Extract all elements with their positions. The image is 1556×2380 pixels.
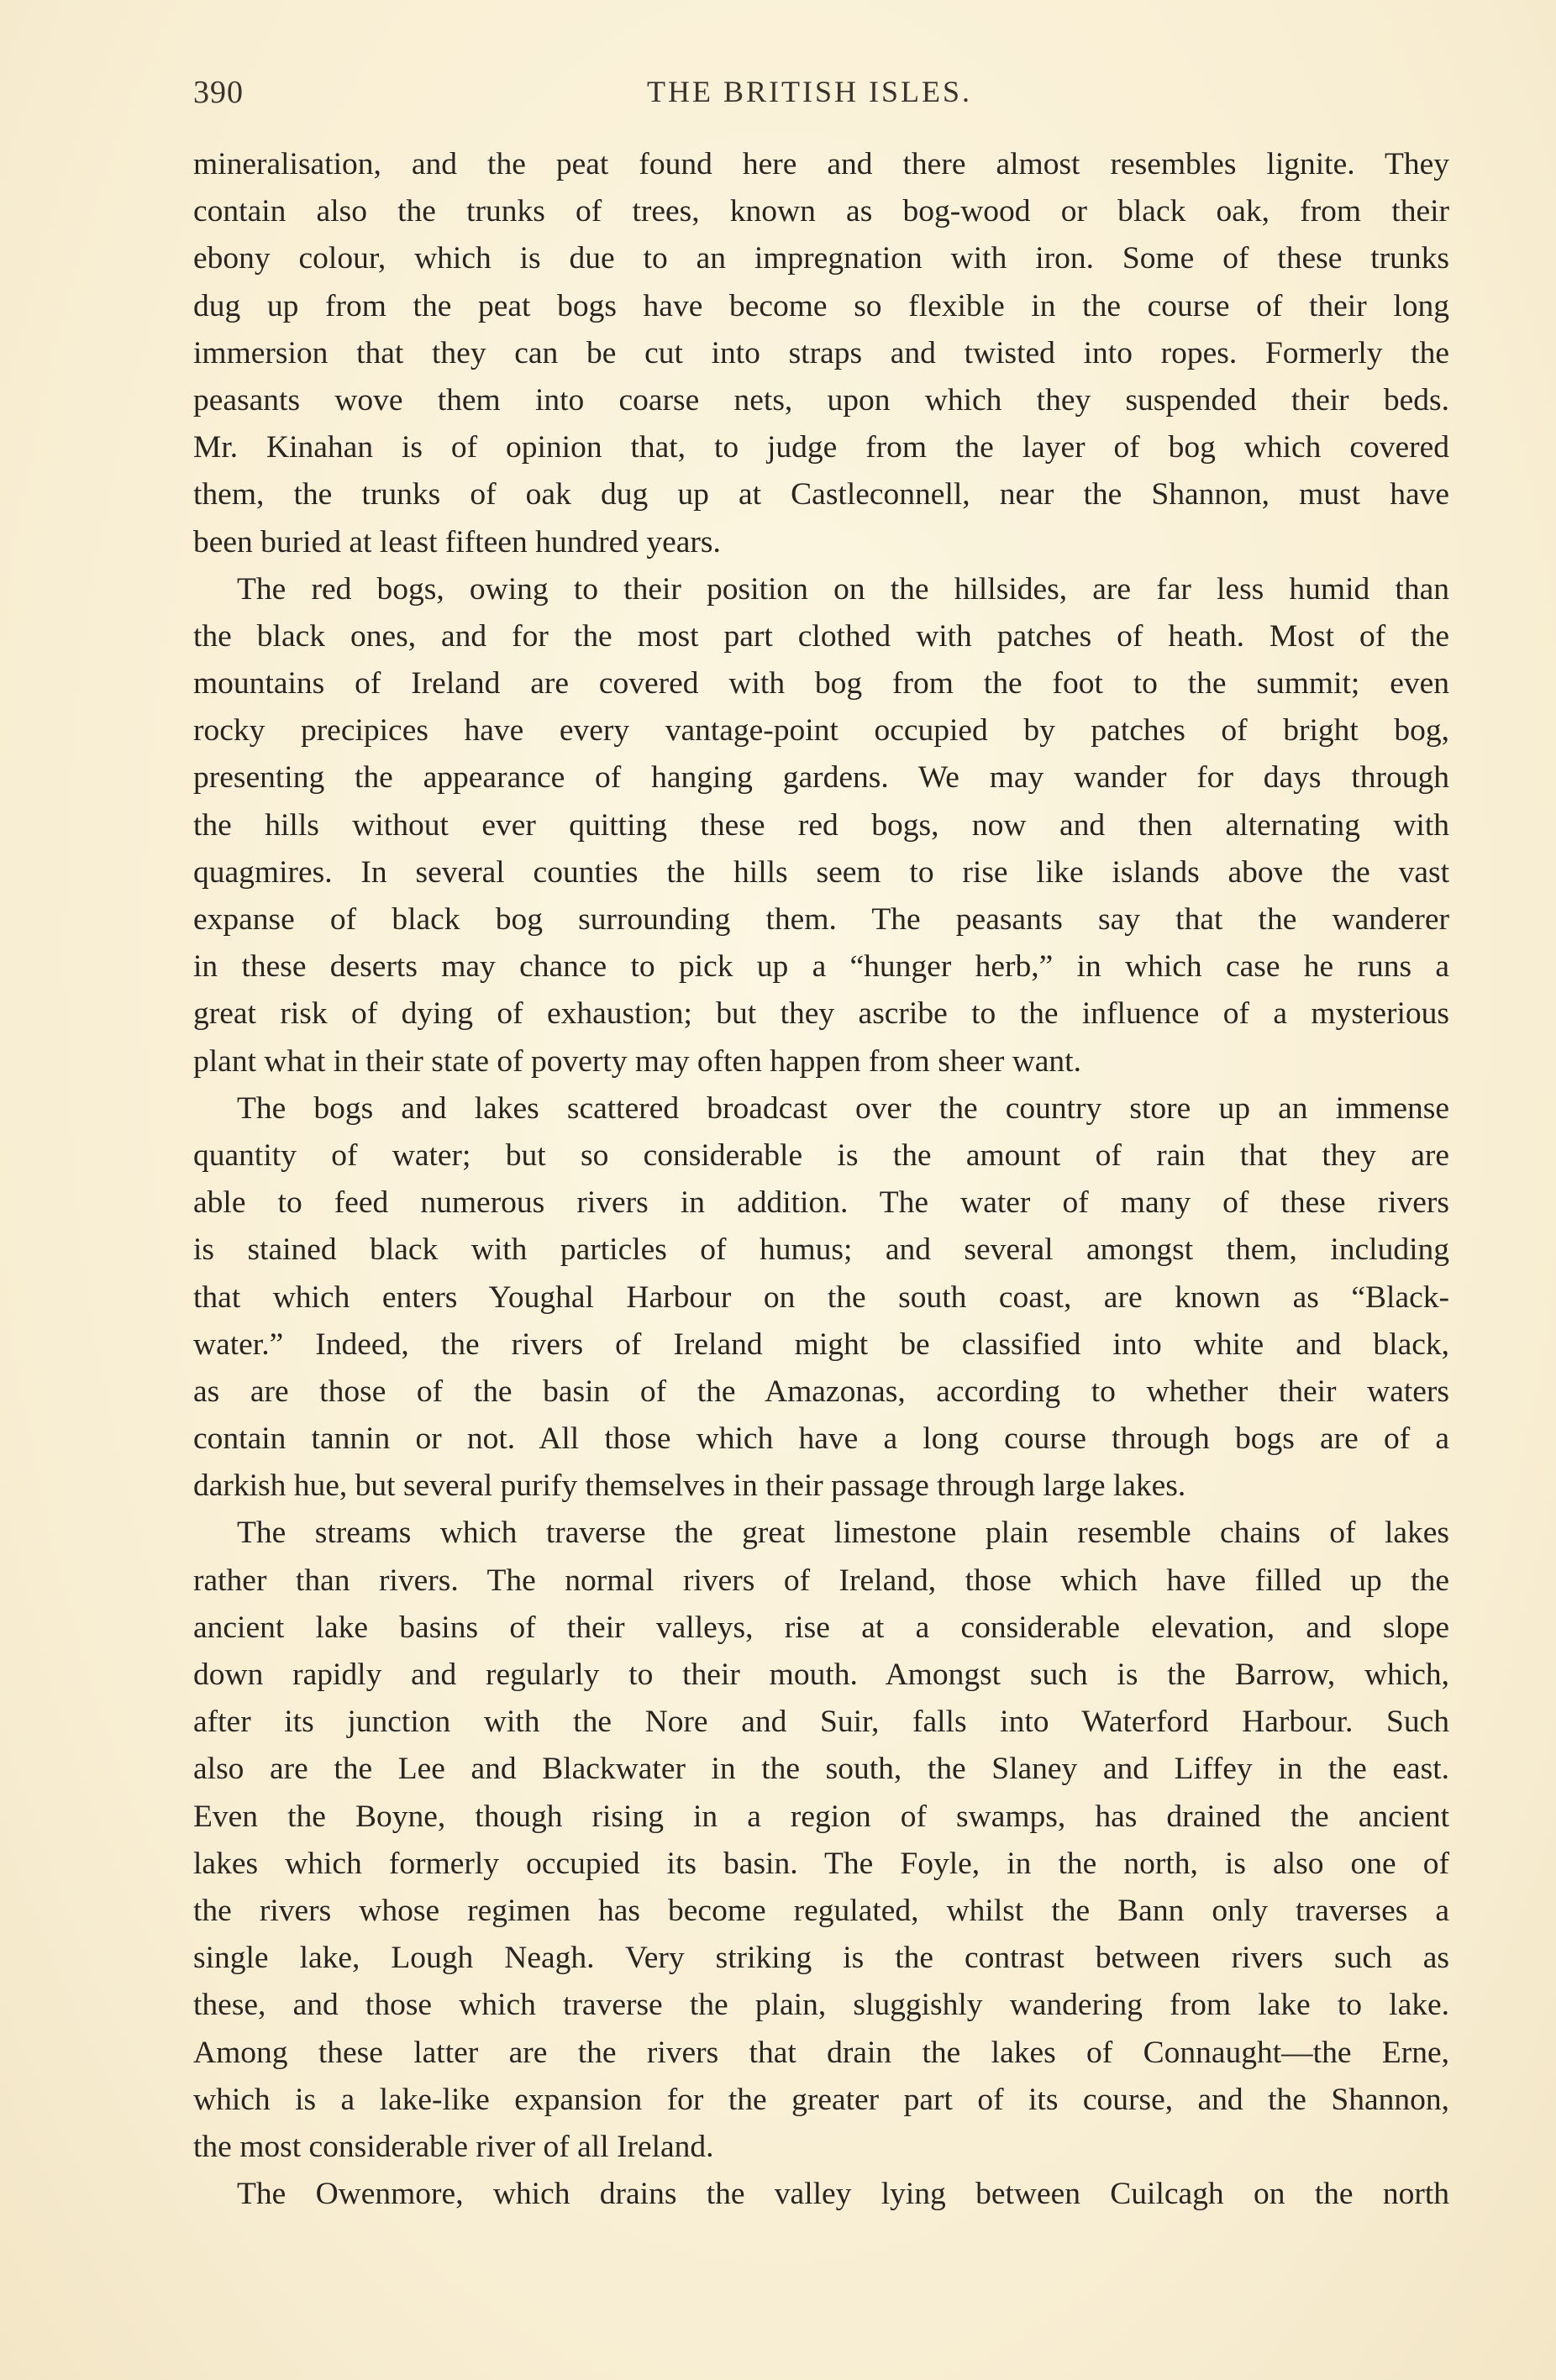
text-line: that which enters Youghal Harbour on the south coast, are known as “Black-: [193, 1279, 1449, 1315]
text-line: The streams which traverse the great limestone plain resemble chains of lakes: [237, 1516, 1449, 1551]
text-line: been buried at least fifteen hundred years.: [193, 524, 721, 560]
text-line: also are the Lee and Blackwater in the south, the Slaney and Liffey in the east.: [193, 1752, 1449, 1787]
text-line: the most considerable river of all Ireland.: [193, 2129, 714, 2164]
text-line: the hills without ever quitting these red bogs, now and then alternating with: [193, 807, 1449, 843]
text-line: The red bogs, owing to their position on the hillsides, are far less humid than: [237, 571, 1449, 607]
text-line: ancient lake basins of their valleys, rise at a considerable elevation, and slope: [193, 1610, 1449, 1645]
text-line: rather than rivers. The normal rivers of Ireland, those which have filled up the: [193, 1563, 1449, 1598]
text-line: plant what in their state of poverty may often happen from sheer want.: [193, 1043, 1081, 1079]
text-line: The Owenmore, which drains the valley lying between Cuilcagh on the north: [237, 2177, 1449, 2212]
text-line: quagmires. In several counties the hills seem to rise like islands above the vast: [193, 854, 1449, 890]
text-line: as are those of the basin of the Amazonas, according to whether their waters: [193, 1374, 1449, 1409]
text-line: quantity of water; but so considerable is the amount of rain that they are: [193, 1137, 1449, 1173]
text-line: water.” Indeed, the rivers of Ireland might be classified into white and black,: [193, 1327, 1449, 1362]
text-line: Mr. Kinahan is of opinion that, to judge from the layer of bog which covered: [193, 430, 1449, 465]
text-line: which is a lake-like expansion for the greater part of its course, and the Shannon,: [193, 2082, 1449, 2117]
text-line: ebony colour, which is due to an impregnation with iron. Some of these trunks: [193, 241, 1449, 276]
page-number: 390: [193, 75, 244, 110]
running-title: THE BRITISH ISLES.: [647, 75, 972, 108]
body-text: [193, 141, 1449, 2218]
text-line: Even the Boyne, though rising in a region of swamps, has drained the ancient: [193, 1799, 1449, 1834]
text-line: peasants wove them into coarse nets, upon which they suspended their beds.: [193, 382, 1449, 418]
text-line: the black ones, and for the most part clothed with patches of heath. Most of the: [193, 618, 1449, 654]
text-line: mineralisation, and the peat found here and there almost resembles lignite. They: [193, 147, 1449, 181]
text-line: great risk of dying of exhaustion; but they ascribe to the influence of a mysterious: [193, 996, 1449, 1032]
text-line: dug up from the peat bogs have become so flexible in the course of their long: [193, 288, 1449, 323]
text-line: contain tannin or not. All those which have a long course through bogs are of a: [193, 1421, 1449, 1457]
text-line: the rivers whose regimen has become regulated, whilst the Bann only traverses a: [193, 1893, 1449, 1928]
text-line: after its junction with the Nore and Suir, falls into Waterford Harbour. Such: [193, 1705, 1449, 1740]
text-line: The bogs and lakes scattered broadcast over the country store up an immense: [237, 1090, 1449, 1126]
text-line: is stained black with particles of humus; and several amongst them, including: [193, 1232, 1449, 1268]
text-line: mountains of Ireland are covered with bog from the foot to the summit; even: [193, 666, 1449, 701]
text-line: in these deserts may chance to pick up a “hunger herb,” in which case he runs a: [193, 949, 1449, 985]
text-line: rocky precipices have every vantage-point occupied by patches of bright bog,: [193, 713, 1449, 749]
text-line: darkish hue, but several purify themselves in their passage through large lakes.: [193, 1468, 1186, 1504]
text-line: presenting the appearance of hanging gardens. We may wander for days through: [193, 760, 1449, 796]
text-line: expanse of black bog surrounding them. The peasants say that the wanderer: [193, 902, 1449, 937]
text-line: contain also the trunks of trees, known as bog-wood or black oak, from their: [193, 194, 1449, 229]
text-line: single lake, Lough Neagh. Very striking is the contrast between rivers such as: [193, 1941, 1449, 1976]
text-line: them, the trunks of oak dug up at Castleconnell, near the Shannon, must have: [193, 477, 1449, 512]
text-line: able to feed numerous rivers in addition. The water of many of these rivers: [193, 1185, 1449, 1221]
text-line: lakes which formerly occupied its basin. The Foyle, in the north, is also one of: [193, 1846, 1449, 1881]
text-line: these, and those which traverse the plain, sluggishly wandering from lake to lake.: [193, 1988, 1449, 2023]
text-line: down rapidly and regularly to their mouth. Amongst such is the Barrow, which,: [193, 1658, 1449, 1692]
running-head: [193, 74, 1437, 124]
text-line: immersion that they can be cut into straps and twisted into ropes. Formerly the: [193, 335, 1449, 370]
text-line: Among these latter are the rivers that drain the lakes of Connaught—the Erne,: [193, 2035, 1449, 2070]
